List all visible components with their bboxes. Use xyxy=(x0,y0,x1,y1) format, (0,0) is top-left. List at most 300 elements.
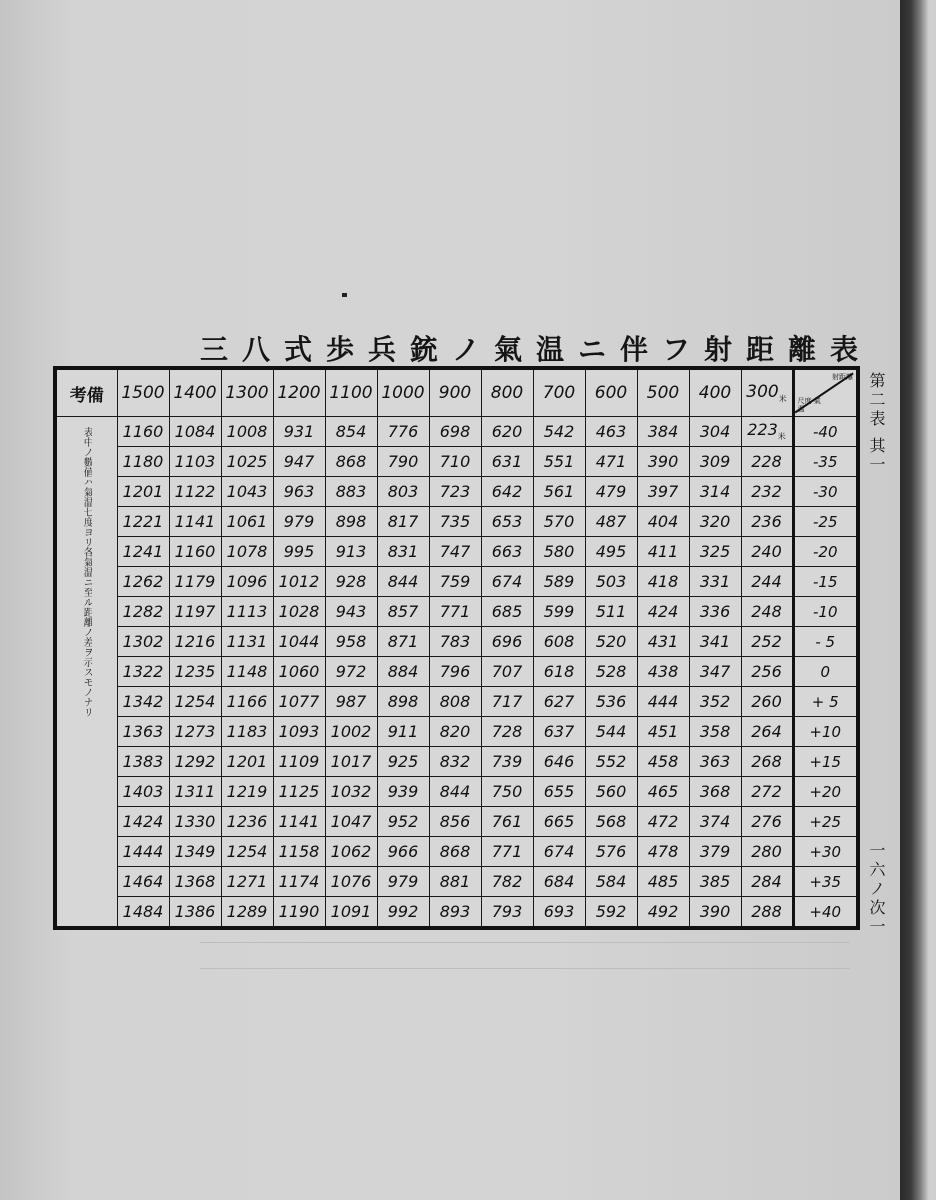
range-value-cell xyxy=(117,717,169,747)
range-value: 723 xyxy=(439,482,471,501)
table-row xyxy=(55,447,858,477)
range-value: 272 xyxy=(751,782,782,801)
range-value-cell xyxy=(585,657,637,687)
range-value-cell xyxy=(273,567,325,597)
range-value-cell xyxy=(741,657,793,687)
range-value-cell xyxy=(377,867,429,897)
range-value-cell xyxy=(273,897,325,929)
range-value-cell xyxy=(273,807,325,837)
temperature-cell: +20 xyxy=(793,777,858,807)
temperature-cell: -35 xyxy=(793,447,858,477)
range-value: 584 xyxy=(595,872,627,891)
range-value: 492 xyxy=(647,902,679,921)
range-value: 783 xyxy=(439,632,471,651)
range-value: 528 xyxy=(595,662,627,681)
range-value: 1084 xyxy=(174,422,216,441)
range-value: 710 xyxy=(439,452,471,471)
range-value: 771 xyxy=(491,842,523,861)
range-value-cell xyxy=(637,537,689,567)
range-value: 1076 xyxy=(330,872,372,891)
range-value: 431 xyxy=(647,632,679,651)
range-value-cell xyxy=(637,747,689,777)
range-value-cell xyxy=(689,417,741,447)
range-value-cell xyxy=(481,777,533,807)
range-value: 1201 xyxy=(226,752,268,771)
range-value-cell xyxy=(377,687,429,717)
range-value-cell xyxy=(741,837,793,867)
range-value-cell xyxy=(117,777,169,807)
range-value-cell xyxy=(689,537,741,567)
range-value-cell xyxy=(637,567,689,597)
range-value-cell xyxy=(117,537,169,567)
range-value-cell xyxy=(377,477,429,507)
range-value-cell xyxy=(741,717,793,747)
temperature-cell: +10 xyxy=(793,717,858,747)
range-value: 314 xyxy=(699,482,731,501)
range-value: 857 xyxy=(387,602,419,621)
range-value-cell xyxy=(221,807,273,837)
range-value: 511 xyxy=(595,602,627,621)
range-value-cell xyxy=(273,717,325,747)
range-value: 979 xyxy=(283,512,315,531)
range-value: 995 xyxy=(283,542,315,561)
range-value-cell xyxy=(221,777,273,807)
range-value: 776 xyxy=(387,422,419,441)
range-value-cell xyxy=(325,567,377,597)
range-value-cell xyxy=(169,897,221,929)
range-value: 1322 xyxy=(122,662,164,681)
range-value: 898 xyxy=(335,512,367,531)
range-value-cell xyxy=(169,657,221,687)
range-value: 252 xyxy=(751,632,782,651)
temperature-cell: +15 xyxy=(793,747,858,777)
range-value-cell xyxy=(741,627,793,657)
range-value-cell xyxy=(117,687,169,717)
temperature-cell: -15 xyxy=(793,567,858,597)
range-value: 771 xyxy=(439,602,471,621)
range-value: 796 xyxy=(439,662,471,681)
range-value-cell xyxy=(637,837,689,867)
range-value: 627 xyxy=(543,692,575,711)
range-value: 284 xyxy=(751,872,782,891)
range-value: 240 xyxy=(751,542,782,561)
range-value-cell xyxy=(117,477,169,507)
range-value-cell xyxy=(325,657,377,687)
range-value-cell xyxy=(169,447,221,477)
range-value-cell xyxy=(169,777,221,807)
range-value: 1141 xyxy=(278,812,320,831)
range-value-cell xyxy=(273,417,325,447)
bleed-through-line xyxy=(200,968,850,969)
range-value: 1302 xyxy=(122,632,164,651)
range-value: 803 xyxy=(387,482,419,501)
range-value: 1078 xyxy=(226,542,268,561)
range-value: 793 xyxy=(491,902,523,921)
corner-label-range: 射距離 xyxy=(832,373,853,381)
range-value: 495 xyxy=(595,542,627,561)
range-value: 1047 xyxy=(330,812,372,831)
range-value-cell xyxy=(481,747,533,777)
range-value: 1148 xyxy=(226,662,268,681)
range-value-cell xyxy=(273,777,325,807)
range-value-cell xyxy=(741,897,793,929)
range-value-cell xyxy=(325,477,377,507)
range-value-cell xyxy=(741,777,793,807)
range-value-cell xyxy=(117,897,169,929)
range-value-cell xyxy=(117,447,169,477)
range-value: 1028 xyxy=(278,602,320,621)
range-value-cell xyxy=(377,897,429,929)
range-value: 592 xyxy=(595,902,627,921)
range-value-cell xyxy=(377,747,429,777)
range-value-cell xyxy=(429,597,481,627)
range-value: 544 xyxy=(595,722,627,741)
range-value: 384 xyxy=(647,422,679,441)
range-value-cell xyxy=(117,867,169,897)
range-value: 276 xyxy=(751,812,782,831)
range-value: 1096 xyxy=(226,572,268,591)
table-row xyxy=(55,837,858,867)
range-value: 1032 xyxy=(330,782,372,801)
ink-speck xyxy=(342,293,347,297)
range-header-cell xyxy=(221,368,273,417)
range-value-cell xyxy=(533,897,585,929)
temperature-cell: +25 xyxy=(793,807,858,837)
range-value: 832 xyxy=(439,752,471,771)
range-value: 465 xyxy=(647,782,679,801)
range-header-cell xyxy=(169,368,221,417)
range-value-cell xyxy=(637,867,689,897)
range-value: 987 xyxy=(335,692,367,711)
range-value-cell xyxy=(273,867,325,897)
range-value: 444 xyxy=(647,692,679,711)
range-value: 463 xyxy=(595,422,627,441)
range-value-cell xyxy=(741,807,793,837)
range-value-cell xyxy=(741,507,793,537)
range-value-cell xyxy=(585,507,637,537)
range-value: 1091 xyxy=(330,902,372,921)
range-value: 1125 xyxy=(278,782,320,801)
range-value: 471 xyxy=(595,452,627,471)
corner-header-cell xyxy=(793,368,858,417)
range-value: 390 xyxy=(647,452,679,471)
range-value-cell xyxy=(689,837,741,867)
range-value: 1262 xyxy=(122,572,164,591)
range-header-value: 700 xyxy=(542,383,576,403)
range-value-cell xyxy=(221,447,273,477)
range-value: 931 xyxy=(283,422,315,441)
range-value-cell xyxy=(689,597,741,627)
range-value: 881 xyxy=(439,872,471,891)
range-value-cell xyxy=(533,477,585,507)
range-value: 1061 xyxy=(226,512,268,531)
range-value-cell xyxy=(169,417,221,447)
range-value-cell xyxy=(585,747,637,777)
range-value: 1386 xyxy=(174,902,216,921)
range-header-cell xyxy=(741,368,793,417)
range-value: 925 xyxy=(387,752,419,771)
range-value: 1282 xyxy=(122,602,164,621)
range-value: 411 xyxy=(647,542,679,561)
range-value-cell xyxy=(585,537,637,567)
range-value: 761 xyxy=(491,812,523,831)
remark-text: 表中ノ數値ハ氣温七度ヨリ各氣温ニ至ル距離ノ差ヲ示スモノナリ xyxy=(81,427,93,717)
range-value: 320 xyxy=(699,512,731,531)
range-value-cell xyxy=(429,897,481,929)
range-value-cell xyxy=(117,657,169,687)
range-value: 1349 xyxy=(174,842,216,861)
range-value-cell xyxy=(533,687,585,717)
range-value-cell xyxy=(481,567,533,597)
range-value-cell xyxy=(429,657,481,687)
range-value: 1160 xyxy=(174,542,216,561)
range-value-cell xyxy=(689,657,741,687)
range-value: 1221 xyxy=(122,512,164,531)
range-value: 646 xyxy=(543,752,575,771)
range-value-cell xyxy=(325,687,377,717)
range-value: 913 xyxy=(335,542,367,561)
temperature-cell: -10 xyxy=(793,597,858,627)
range-value-cell xyxy=(741,417,793,447)
range-value-cell xyxy=(741,747,793,777)
range-value: 685 xyxy=(491,602,523,621)
range-value-cell xyxy=(481,657,533,687)
range-value-cell xyxy=(637,507,689,537)
range-value-cell xyxy=(325,867,377,897)
range-value-cell xyxy=(585,447,637,477)
range-value: 424 xyxy=(647,602,679,621)
range-value-cell xyxy=(325,777,377,807)
range-value: 1190 xyxy=(278,902,320,921)
range-value: 653 xyxy=(491,512,523,531)
range-value: 1060 xyxy=(278,662,320,681)
range-value-cell xyxy=(481,687,533,717)
range-value: 485 xyxy=(647,872,679,891)
temperature-cell: - 5 xyxy=(793,627,858,657)
range-value-cell xyxy=(585,867,637,897)
range-value: 268 xyxy=(751,752,782,771)
range-value-cell xyxy=(377,777,429,807)
range-value: 260 xyxy=(751,692,782,711)
range-value: 750 xyxy=(491,782,523,801)
range-value-cell xyxy=(585,777,637,807)
range-value: 1103 xyxy=(174,452,216,471)
range-value-cell xyxy=(377,567,429,597)
range-value-cell xyxy=(481,867,533,897)
value-unit-label: 米 xyxy=(777,432,786,442)
range-value-cell xyxy=(585,567,637,597)
range-value-cell xyxy=(273,597,325,627)
range-value: 1201 xyxy=(122,482,164,501)
range-value-cell xyxy=(637,657,689,687)
range-value: 458 xyxy=(647,752,679,771)
range-value-cell xyxy=(273,507,325,537)
range-value: 1219 xyxy=(226,782,268,801)
range-value-cell xyxy=(481,837,533,867)
range-value: 479 xyxy=(595,482,627,501)
range-value: 487 xyxy=(595,512,627,531)
range-value: 698 xyxy=(439,422,471,441)
range-value: 580 xyxy=(543,542,575,561)
range-value-cell xyxy=(429,807,481,837)
table-row xyxy=(55,507,858,537)
range-value: 1424 xyxy=(122,812,164,831)
range-value-cell xyxy=(481,507,533,537)
range-value-cell xyxy=(585,687,637,717)
range-value: 472 xyxy=(647,812,679,831)
range-value-cell xyxy=(481,537,533,567)
range-value: 520 xyxy=(595,632,627,651)
range-value-cell xyxy=(689,747,741,777)
range-value-cell xyxy=(273,477,325,507)
table-row xyxy=(55,537,858,567)
range-header-cell xyxy=(325,368,377,417)
range-value: 542 xyxy=(543,422,575,441)
range-value-cell xyxy=(481,807,533,837)
range-value: 817 xyxy=(387,512,419,531)
range-value-cell xyxy=(429,747,481,777)
temperature-cell: -25 xyxy=(793,507,858,537)
range-value-cell xyxy=(377,657,429,687)
range-value-cell xyxy=(117,597,169,627)
range-value: 358 xyxy=(699,722,731,741)
range-header-value: 1300 xyxy=(225,383,269,403)
range-value: 560 xyxy=(595,782,627,801)
range-value-cell xyxy=(273,837,325,867)
range-value: 552 xyxy=(595,752,627,771)
range-value: 992 xyxy=(387,902,419,921)
range-value: 674 xyxy=(491,572,523,591)
range-value-cell xyxy=(117,747,169,777)
range-value: 642 xyxy=(491,482,523,501)
range-value-cell xyxy=(221,417,273,447)
range-value: 1179 xyxy=(174,572,216,591)
range-value: 665 xyxy=(543,812,575,831)
range-value-cell xyxy=(221,597,273,627)
range-value-cell xyxy=(221,657,273,687)
range-value: 1174 xyxy=(278,872,320,891)
range-value-cell xyxy=(429,567,481,597)
range-value: 568 xyxy=(595,812,627,831)
range-value-cell xyxy=(741,687,793,717)
bleed-through-line xyxy=(200,942,850,943)
range-value-cell xyxy=(741,447,793,477)
range-value: 341 xyxy=(699,632,731,651)
range-value-cell xyxy=(585,417,637,447)
range-value: 304 xyxy=(699,422,731,441)
range-value: 782 xyxy=(491,872,523,891)
range-value: 1271 xyxy=(226,872,268,891)
range-value-cell xyxy=(169,837,221,867)
range-value-cell xyxy=(117,807,169,837)
range-value-cell xyxy=(221,567,273,597)
range-value-cell xyxy=(169,687,221,717)
range-value-cell xyxy=(481,477,533,507)
range-value: 1077 xyxy=(278,692,320,711)
range-value: 347 xyxy=(699,662,731,681)
range-value-cell xyxy=(585,807,637,837)
range-value: 972 xyxy=(335,662,367,681)
range-value-cell xyxy=(325,897,377,929)
range-value-cell xyxy=(637,687,689,717)
range-value-cell xyxy=(221,717,273,747)
range-value-cell xyxy=(221,867,273,897)
range-value: 1183 xyxy=(226,722,268,741)
range-value: 1444 xyxy=(122,842,164,861)
range-value: 759 xyxy=(439,572,471,591)
range-value: 1012 xyxy=(278,572,320,591)
range-value: 397 xyxy=(647,482,679,501)
page-title: 三八式歩兵銃ノ氣温ニ伴フ射距離表 xyxy=(200,333,873,366)
temperature-cell: 0 xyxy=(793,657,858,687)
table-row xyxy=(55,717,858,747)
range-value-cell xyxy=(325,717,377,747)
range-value: 735 xyxy=(439,512,471,531)
range-value: 264 xyxy=(751,722,782,741)
range-value-cell xyxy=(221,627,273,657)
range-value-cell xyxy=(117,507,169,537)
range-value-cell xyxy=(429,477,481,507)
range-value-cell xyxy=(689,807,741,837)
table-row xyxy=(55,657,858,687)
range-value-cell xyxy=(169,507,221,537)
range-value: 570 xyxy=(543,512,575,531)
range-value: 631 xyxy=(491,452,523,471)
range-header-value: 600 xyxy=(594,383,628,403)
range-value: 1062 xyxy=(330,842,372,861)
range-value: 655 xyxy=(543,782,575,801)
range-value-cell xyxy=(533,597,585,627)
range-value-cell xyxy=(429,537,481,567)
range-value: 1122 xyxy=(174,482,216,501)
range-value-cell xyxy=(533,747,585,777)
range-value-cell xyxy=(689,477,741,507)
range-value-cell xyxy=(637,447,689,477)
range-value-cell xyxy=(481,897,533,929)
range-value: 1025 xyxy=(226,452,268,471)
range-value-cell xyxy=(429,447,481,477)
range-value: 947 xyxy=(283,452,315,471)
range-value: 561 xyxy=(543,482,575,501)
range-header-cell xyxy=(689,368,741,417)
range-value: 684 xyxy=(543,872,575,891)
range-value-cell xyxy=(221,477,273,507)
range-value-cell xyxy=(689,897,741,929)
temperature-cell: -30 xyxy=(793,477,858,507)
range-value: 893 xyxy=(439,902,471,921)
range-value: 576 xyxy=(595,842,627,861)
range-value-cell xyxy=(533,507,585,537)
table-row xyxy=(55,747,858,777)
range-value: 280 xyxy=(751,842,782,861)
range-value: 854 xyxy=(335,422,367,441)
range-value: 911 xyxy=(387,722,419,741)
range-value-cell xyxy=(117,627,169,657)
range-value: 1368 xyxy=(174,872,216,891)
temperature-cell: +30 xyxy=(793,837,858,867)
range-value-cell xyxy=(689,687,741,717)
range-value: 451 xyxy=(647,722,679,741)
range-value: 883 xyxy=(335,482,367,501)
range-value-cell xyxy=(377,807,429,837)
range-unit-label: 米 xyxy=(778,394,787,404)
range-value-cell xyxy=(377,597,429,627)
range-value: 943 xyxy=(335,602,367,621)
range-value-cell xyxy=(637,477,689,507)
range-value-cell xyxy=(689,567,741,597)
remark-cell xyxy=(55,417,117,929)
range-value-cell xyxy=(117,837,169,867)
